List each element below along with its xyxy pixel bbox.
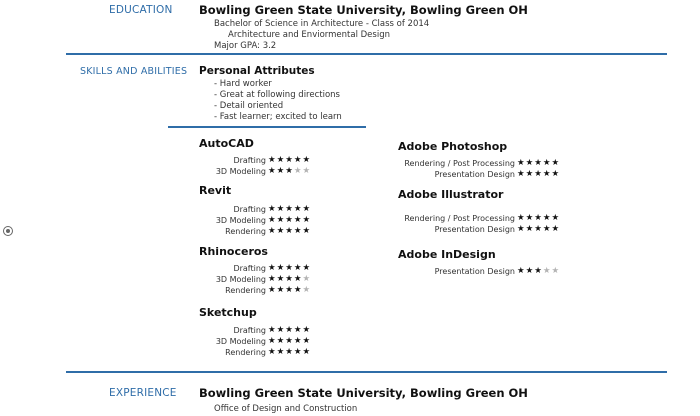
- star-filled-icon: ★: [542, 169, 552, 179]
- star-filled-icon: ★: [268, 166, 277, 176]
- software-title-sketchup: Sketchup: [199, 306, 257, 319]
- star-filled-icon: ★: [268, 325, 277, 335]
- education-focus: Architecture and Enviormental Design: [228, 30, 390, 40]
- star-filled-icon: ★: [293, 325, 303, 335]
- star-filled-icon: ★: [276, 347, 286, 357]
- star-filled-icon: ★: [525, 169, 535, 179]
- section-label-education: EDUCATION: [109, 4, 173, 16]
- star-filled-icon: ★: [285, 166, 294, 176]
- star-filled-icon: ★: [525, 224, 535, 234]
- experience-school: Bowling Green State University, Bowling Green OH: [199, 386, 528, 400]
- rating-label: Drafting: [233, 205, 266, 214]
- star-filled-icon: ★: [285, 336, 294, 346]
- star-empty-icon: ★: [551, 266, 561, 276]
- star-rating: [268, 263, 311, 273]
- rating-label: Presentation Design: [434, 225, 515, 234]
- target-icon[interactable]: [3, 226, 13, 236]
- star-filled-icon: ★: [302, 347, 312, 357]
- section-label-skills: SKILLS AND ABILITIES: [80, 66, 188, 77]
- star-filled-icon: ★: [517, 266, 526, 276]
- star-filled-icon: ★: [302, 226, 312, 236]
- software-title-revit: Revit: [199, 184, 232, 197]
- star-filled-icon: ★: [551, 158, 561, 168]
- star-filled-icon: ★: [276, 226, 286, 236]
- rating-row: [198, 337, 266, 348]
- star-filled-icon: ★: [293, 204, 303, 214]
- star-filled-icon: ★: [276, 285, 286, 295]
- rating-label: Rendering / Post Processing: [404, 159, 515, 168]
- experience-office: Office of Design and Construction: [214, 404, 358, 414]
- star-filled-icon: ★: [285, 263, 294, 273]
- rating-row: [198, 348, 266, 359]
- star-rating: [517, 158, 560, 168]
- rating-row: [198, 326, 266, 337]
- star-filled-icon: ★: [551, 169, 561, 179]
- star-filled-icon: ★: [542, 224, 552, 234]
- star-filled-icon: ★: [268, 336, 277, 346]
- star-filled-icon: ★: [276, 274, 286, 284]
- star-rating: [268, 274, 311, 284]
- star-filled-icon: ★: [276, 204, 286, 214]
- rating-row: [198, 156, 266, 167]
- star-rating: [517, 266, 560, 276]
- star-empty-icon: ★: [302, 285, 312, 295]
- star-rating: [517, 224, 560, 234]
- rating-row: [198, 227, 266, 238]
- rating-label: Drafting: [233, 156, 266, 165]
- star-filled-icon: ★: [293, 263, 303, 273]
- star-empty-icon: ★: [302, 166, 312, 176]
- software-title-illustrator: Adobe Illustrator: [398, 188, 504, 201]
- star-filled-icon: ★: [525, 266, 535, 276]
- rating-row: [398, 225, 515, 236]
- star-empty-icon: ★: [293, 166, 303, 176]
- star-filled-icon: ★: [285, 325, 294, 335]
- star-rating: [268, 226, 311, 236]
- rating-label: Rendering: [225, 286, 266, 295]
- star-filled-icon: ★: [551, 224, 561, 234]
- star-filled-icon: ★: [525, 213, 535, 223]
- star-rating: [268, 285, 311, 295]
- rating-label: Rendering / Post Processing: [404, 214, 515, 223]
- star-filled-icon: ★: [268, 204, 277, 214]
- section-divider: [66, 53, 667, 55]
- rating-row: [198, 216, 266, 227]
- star-filled-icon: ★: [268, 274, 277, 284]
- star-empty-icon: ★: [542, 266, 552, 276]
- star-rating: [268, 166, 311, 176]
- rating-row: [198, 205, 266, 216]
- software-title-autocad: AutoCAD: [199, 137, 254, 150]
- education-school: Bowling Green State University, Bowling Green OH: [199, 3, 528, 17]
- rating-row: [198, 264, 266, 275]
- rating-label: Drafting: [233, 264, 266, 273]
- star-filled-icon: ★: [542, 213, 552, 223]
- star-filled-icon: ★: [534, 158, 543, 168]
- star-rating: [517, 169, 560, 179]
- star-filled-icon: ★: [302, 263, 312, 273]
- rating-row: [398, 170, 515, 181]
- star-empty-icon: ★: [302, 274, 312, 284]
- rating-row: [398, 267, 515, 278]
- rating-label: 3D Modeling: [215, 275, 266, 284]
- attribute-item: - Detail oriented: [214, 101, 284, 111]
- rating-row: [398, 159, 515, 170]
- star-filled-icon: ★: [276, 166, 286, 176]
- star-filled-icon: ★: [285, 274, 294, 284]
- attribute-item: - Great at following directions: [214, 90, 340, 100]
- star-filled-icon: ★: [268, 285, 277, 295]
- star-filled-icon: ★: [302, 155, 312, 165]
- rating-label: Presentation Design: [434, 170, 515, 179]
- star-filled-icon: ★: [285, 226, 294, 236]
- rating-label: Rendering: [225, 348, 266, 357]
- star-rating: [268, 204, 311, 214]
- star-filled-icon: ★: [293, 215, 303, 225]
- software-title-rhinoceros: Rhinoceros: [199, 245, 268, 258]
- star-rating: [517, 213, 560, 223]
- star-filled-icon: ★: [551, 213, 561, 223]
- star-filled-icon: ★: [276, 155, 286, 165]
- star-filled-icon: ★: [268, 347, 277, 357]
- star-rating: [268, 336, 311, 346]
- software-title-indesign: Adobe InDesign: [398, 248, 496, 261]
- education-degree: Bachelor of Science in Architecture - Class of 2014: [214, 19, 430, 29]
- star-filled-icon: ★: [293, 336, 303, 346]
- software-title-photoshop: Adobe Photoshop: [398, 140, 508, 153]
- star-filled-icon: ★: [517, 169, 526, 179]
- star-filled-icon: ★: [302, 325, 312, 335]
- star-filled-icon: ★: [293, 155, 303, 165]
- rating-label: Rendering: [225, 227, 266, 236]
- attribute-item: - Fast learner; excited to learn: [214, 112, 342, 122]
- star-filled-icon: ★: [285, 347, 294, 357]
- section-label-experience: EXPERIENCE: [109, 387, 177, 399]
- attributes-divider: [168, 126, 366, 128]
- star-filled-icon: ★: [276, 325, 286, 335]
- rating-label: 3D Modeling: [215, 216, 266, 225]
- rating-row: [198, 286, 266, 297]
- star-filled-icon: ★: [534, 213, 543, 223]
- star-rating: [268, 347, 311, 357]
- star-filled-icon: ★: [268, 226, 277, 236]
- star-filled-icon: ★: [517, 158, 526, 168]
- star-filled-icon: ★: [285, 155, 294, 165]
- star-filled-icon: ★: [268, 155, 277, 165]
- star-filled-icon: ★: [302, 215, 312, 225]
- rating-label: 3D Modeling: [215, 337, 266, 346]
- star-filled-icon: ★: [293, 274, 303, 284]
- star-filled-icon: ★: [285, 215, 294, 225]
- star-filled-icon: ★: [293, 285, 303, 295]
- star-filled-icon: ★: [293, 226, 303, 236]
- star-filled-icon: ★: [517, 224, 526, 234]
- star-filled-icon: ★: [276, 215, 286, 225]
- star-filled-icon: ★: [268, 263, 277, 273]
- star-filled-icon: ★: [525, 158, 535, 168]
- star-rating: [268, 155, 311, 165]
- star-rating: [268, 325, 311, 335]
- star-filled-icon: ★: [302, 204, 312, 214]
- star-filled-icon: ★: [268, 215, 277, 225]
- star-filled-icon: ★: [517, 213, 526, 223]
- rating-row: [198, 167, 266, 178]
- star-filled-icon: ★: [302, 336, 312, 346]
- star-filled-icon: ★: [276, 336, 286, 346]
- star-filled-icon: ★: [534, 169, 543, 179]
- section-divider: [66, 371, 667, 373]
- star-rating: [268, 215, 311, 225]
- star-filled-icon: ★: [276, 263, 286, 273]
- rating-label: Presentation Design: [434, 267, 515, 276]
- star-filled-icon: ★: [534, 224, 543, 234]
- star-filled-icon: ★: [293, 347, 303, 357]
- rating-row: [398, 214, 515, 225]
- rating-label: Drafting: [233, 326, 266, 335]
- star-filled-icon: ★: [542, 158, 552, 168]
- star-filled-icon: ★: [534, 266, 543, 276]
- rating-label: 3D Modeling: [215, 167, 266, 176]
- rating-row: [198, 275, 266, 286]
- attribute-item: - Hard worker: [214, 79, 272, 89]
- personal-attributes-title: Personal Attributes: [199, 65, 315, 77]
- star-filled-icon: ★: [285, 204, 294, 214]
- star-filled-icon: ★: [285, 285, 294, 295]
- education-gpa: Major GPA: 3.2: [214, 41, 277, 51]
